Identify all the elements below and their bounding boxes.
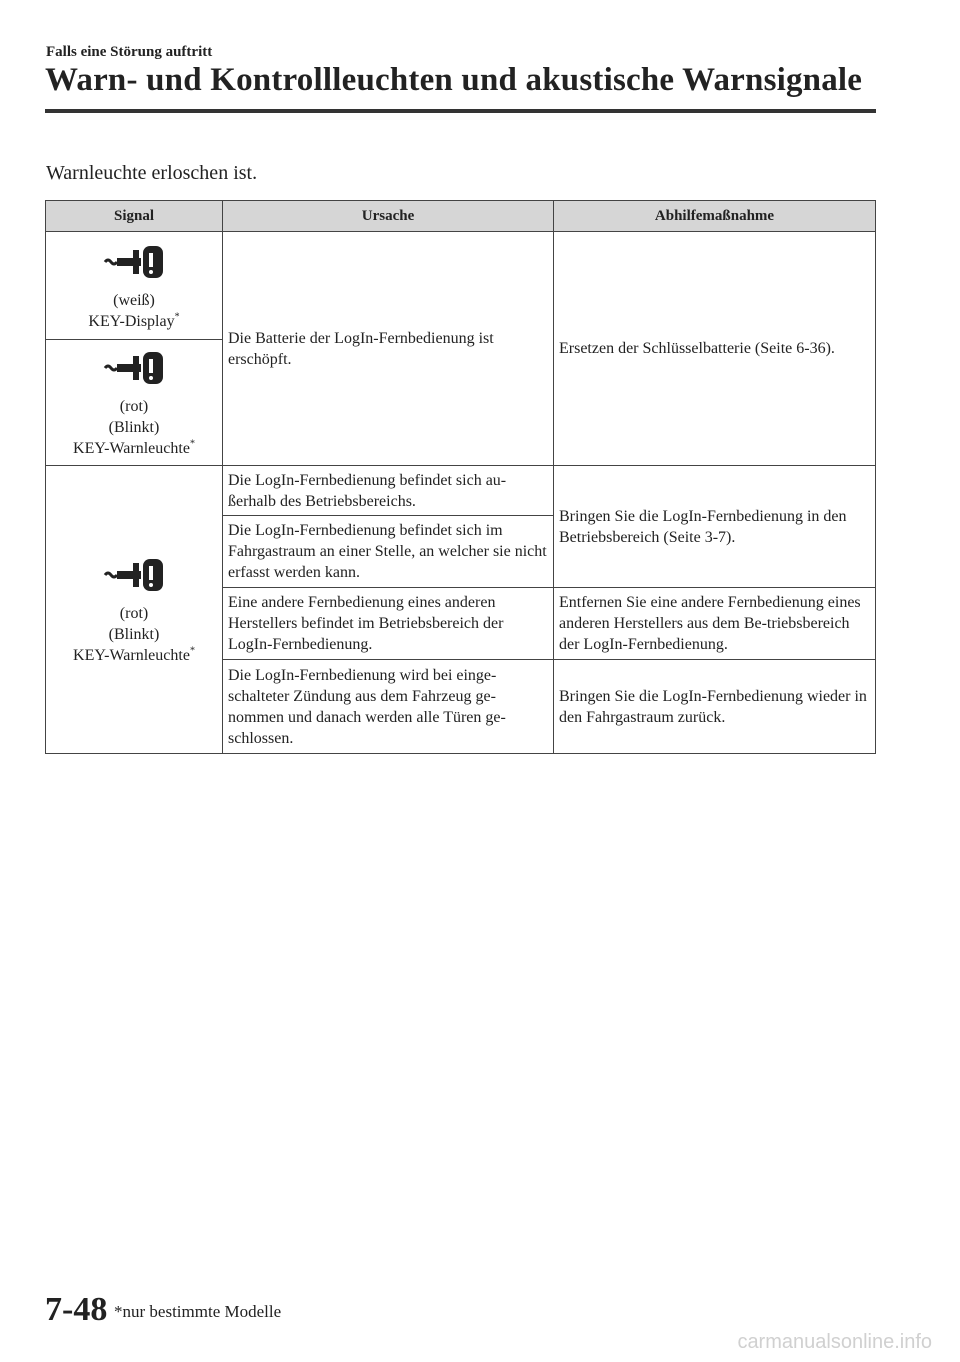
table-row	[46, 466, 876, 516]
signal-state: (Blinkt)	[108, 419, 160, 436]
warning-table	[45, 200, 876, 754]
key-warning-icon	[103, 346, 165, 390]
cause-cell: Die LogIn-Fernbedienung befindet sich au-ßerhalb des Betriebsbereichs.	[223, 466, 554, 516]
cause-cell: Die LogIn-Fernbedienung wird bei einge-schalteter Zündung aus dem Fahrzeug ge-nommen und danach werden alle Türen ge-schlossen.	[223, 660, 554, 754]
watermark: carmanualsonline.info	[737, 1331, 932, 1353]
remedy-cell: Bringen Sie die LogIn-Fernbedienung in den Betriebsbereich (Seite 3-7).	[554, 466, 876, 588]
page-title: Warn- und Kontrollleuchten und akustische Warnsignale	[45, 62, 863, 98]
signal-name: KEY-Warnleuchte*	[73, 645, 195, 664]
cause-cell: Eine andere Fernbedienung eines anderen Herstellers befindet im Betriebsbereich der LogIn-Fernbedienung.	[223, 588, 554, 660]
signal-cell	[46, 340, 223, 466]
header-cause: Ursache	[223, 201, 554, 232]
section-label: Falls eine Störung auftritt	[46, 44, 213, 60]
signal-name: KEY-Display*	[88, 311, 180, 330]
cause-cell: Die LogIn-Fernbedienung befindet sich im Fahrgastraum an einer Stelle, an welcher sie nicht erfasst werden kann.	[223, 516, 554, 588]
key-warning-icon	[103, 240, 165, 284]
footnote: *nur bestimmte Modelle	[114, 1302, 282, 1321]
signal-cell	[46, 466, 223, 754]
lead-text: Warnleuchte erloschen ist.	[46, 162, 258, 184]
header-signal: Signal	[46, 201, 223, 232]
key-warning-icon	[103, 553, 165, 597]
remedy-cell: Entfernen Sie eine andere Fernbedienung eines anderen Herstellers aus dem Be-triebsbereich der LogIn-Fernbedienung.	[554, 588, 876, 660]
header-remedy: Abhilfemaßnahme	[554, 201, 876, 232]
signal-cell	[46, 232, 223, 340]
cause-cell: Die Batterie der LogIn-Fernbedienung ist erschöpft.	[223, 232, 554, 466]
signal-color: (weiß)	[113, 291, 155, 309]
signal-state: (Blinkt)	[108, 626, 160, 643]
table-row	[46, 232, 876, 340]
table-header-row	[46, 201, 876, 232]
page-number: 7-48	[45, 1291, 108, 1328]
remedy-cell: Ersetzen der Schlüsselbatterie (Seite 6-36).	[554, 232, 876, 466]
title-divider	[45, 109, 876, 113]
signal-name: KEY-Warnleuchte*	[73, 438, 195, 457]
remedy-cell: Bringen Sie die LogIn-Fernbedienung wieder in den Fahrgastraum zurück.	[554, 660, 876, 754]
signal-color: (rot)	[119, 605, 149, 622]
signal-color: (rot)	[119, 398, 149, 415]
